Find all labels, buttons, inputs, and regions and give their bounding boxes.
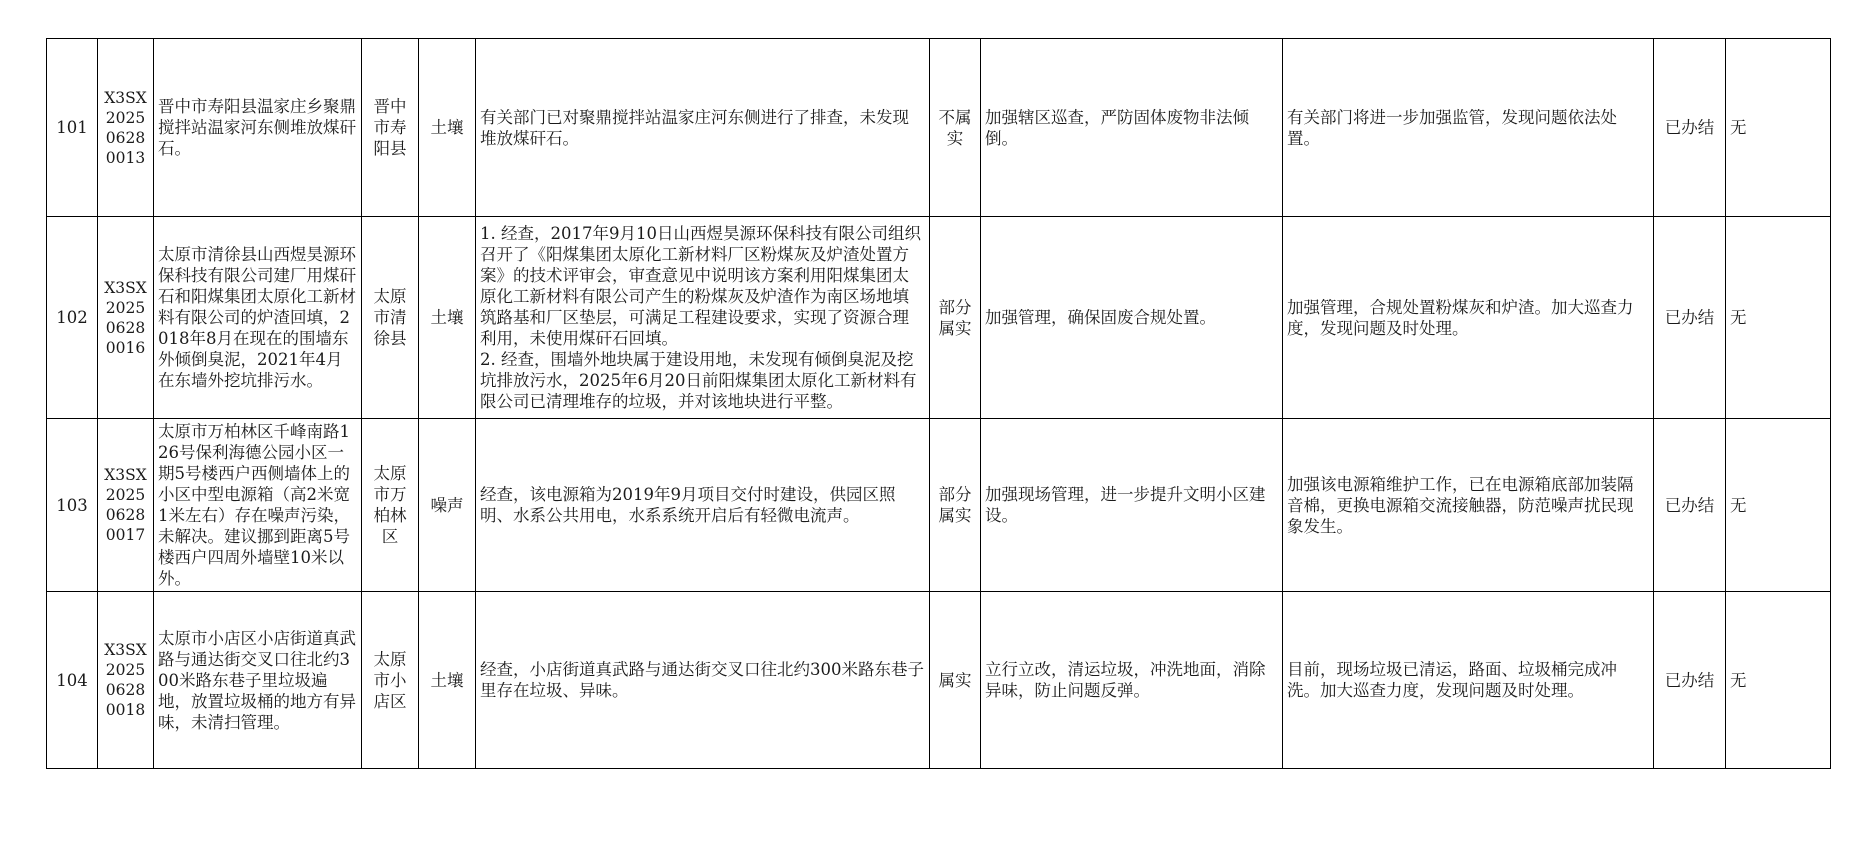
measures: 加强辖区巡查，严防固体废物非法倾倒。	[981, 39, 1283, 217]
region: 太原市小店区	[362, 592, 419, 769]
row-number: 103	[47, 419, 98, 592]
case-code: X3SX202506280018	[98, 592, 154, 769]
measures: 加强管理，确保固废合规处置。	[981, 217, 1283, 419]
verdict: 属实	[930, 592, 981, 769]
issue-description: 晋中市寿阳县温家庄乡聚鼎搅拌站温家河东侧堆放煤矸石。	[154, 39, 362, 217]
handling-result: 加强管理，合规处置粉煤灰和炉渣。加大巡查力度，发现问题及时处理。	[1283, 217, 1654, 419]
investigation-point-2: 2. 经查，围墙外地块属于建设用地，未发现有倾倒臭泥及挖坑排放污水，2025年6月20日前阳煤集团太原化工新材料有限公司已清理堆存的垃圾，并对该地块进行平整。	[480, 350, 917, 411]
accountability: 无	[1726, 592, 1831, 769]
pollution-type: 土壤	[419, 39, 476, 217]
verdict: 部分属实	[930, 217, 981, 419]
investigation-result: 经查，该电源箱为2019年9月项目交付时建设，供园区照明、水系公共用电，水系系统开启后有轻微电流声。	[476, 419, 930, 592]
accountability: 无	[1726, 419, 1831, 592]
verdict: 部分属实	[930, 419, 981, 592]
measures: 加强现场管理，进一步提升文明小区建设。	[981, 419, 1283, 592]
accountability: 无	[1726, 39, 1831, 217]
region: 太原市万柏林区	[362, 419, 419, 592]
investigation-result: 经查，小店街道真武路与通达街交叉口往北约300米路东巷子里存在垃圾、异味。	[476, 592, 930, 769]
pollution-type: 土壤	[419, 217, 476, 419]
table-row	[47, 592, 1831, 769]
row-number: 104	[47, 592, 98, 769]
handling-result: 目前，现场垃圾已清运，路面、垃圾桶完成冲洗。加大巡查力度，发现问题及时处理。	[1283, 592, 1654, 769]
table-row	[47, 419, 1831, 592]
measures: 立行立改，清运垃圾，冲洗地面，消除异味，防止问题反弹。	[981, 592, 1283, 769]
handling-result: 有关部门将进一步加强监管，发现问题依法处置。	[1283, 39, 1654, 217]
region: 晋中市寿阳县	[362, 39, 419, 217]
status: 已办结	[1654, 39, 1726, 217]
issue-description: 太原市万柏林区千峰南路126号保利海德公园小区一期5号楼西户西侧墙体上的小区中型电源箱（高2米宽1米左右）存在噪声污染，未解决。建议挪到距离5号楼西户四周外墙壁10米以外。	[154, 419, 362, 592]
issue-description: 太原市清徐县山西煜昊源环保科技有限公司建厂用煤矸石和阳煤集团太原化工新材料有限公司的炉渣回填，2018年8月在现在的围墙东外倾倒臭泥，2021年4月在东墙外挖坑排污水。	[154, 217, 362, 419]
case-table	[46, 38, 1831, 769]
status: 已办结	[1654, 217, 1726, 419]
investigation-result: 有关部门已对聚鼎搅拌站温家庄河东侧进行了排查，未发现堆放煤矸石。	[476, 39, 930, 217]
pollution-type: 噪声	[419, 419, 476, 592]
verdict: 不属实	[930, 39, 981, 217]
table-row	[47, 217, 1831, 419]
case-code: X3SX202506280016	[98, 217, 154, 419]
accountability: 无	[1726, 217, 1831, 419]
pollution-type: 土壤	[419, 592, 476, 769]
case-code: X3SX202506280017	[98, 419, 154, 592]
investigation-result	[476, 217, 930, 419]
table-row	[47, 39, 1831, 217]
handling-result: 加强该电源箱维护工作，已在电源箱底部加装隔音棉，更换电源箱交流接触器，防范噪声扰民现象发生。	[1283, 419, 1654, 592]
status: 已办结	[1654, 419, 1726, 592]
region: 太原市清徐县	[362, 217, 419, 419]
row-number: 102	[47, 217, 98, 419]
case-code: X3SX202506280013	[98, 39, 154, 217]
issue-description: 太原市小店区小店街道真武路与通达街交叉口往北约300米路东巷子里垃圾遍地，放置垃圾桶的地方有异味，未清扫管理。	[154, 592, 362, 769]
row-number: 101	[47, 39, 98, 217]
investigation-point-1: 1. 经查，2017年9月10日山西煜昊源环保科技有限公司组织召开了《阳煤集团太原化工新材料厂区粉煤灰及炉渣处置方案》的技术评审会，审查意见中说明该方案利用阳煤集团太原化工新材料有限公司产生的粉煤灰及炉渣作为南区场地填筑路基和厂区垫层，可满足工程建设要求，实现了资源合理利用，未使用煤矸石回填。	[480, 224, 921, 348]
status: 已办结	[1654, 592, 1726, 769]
